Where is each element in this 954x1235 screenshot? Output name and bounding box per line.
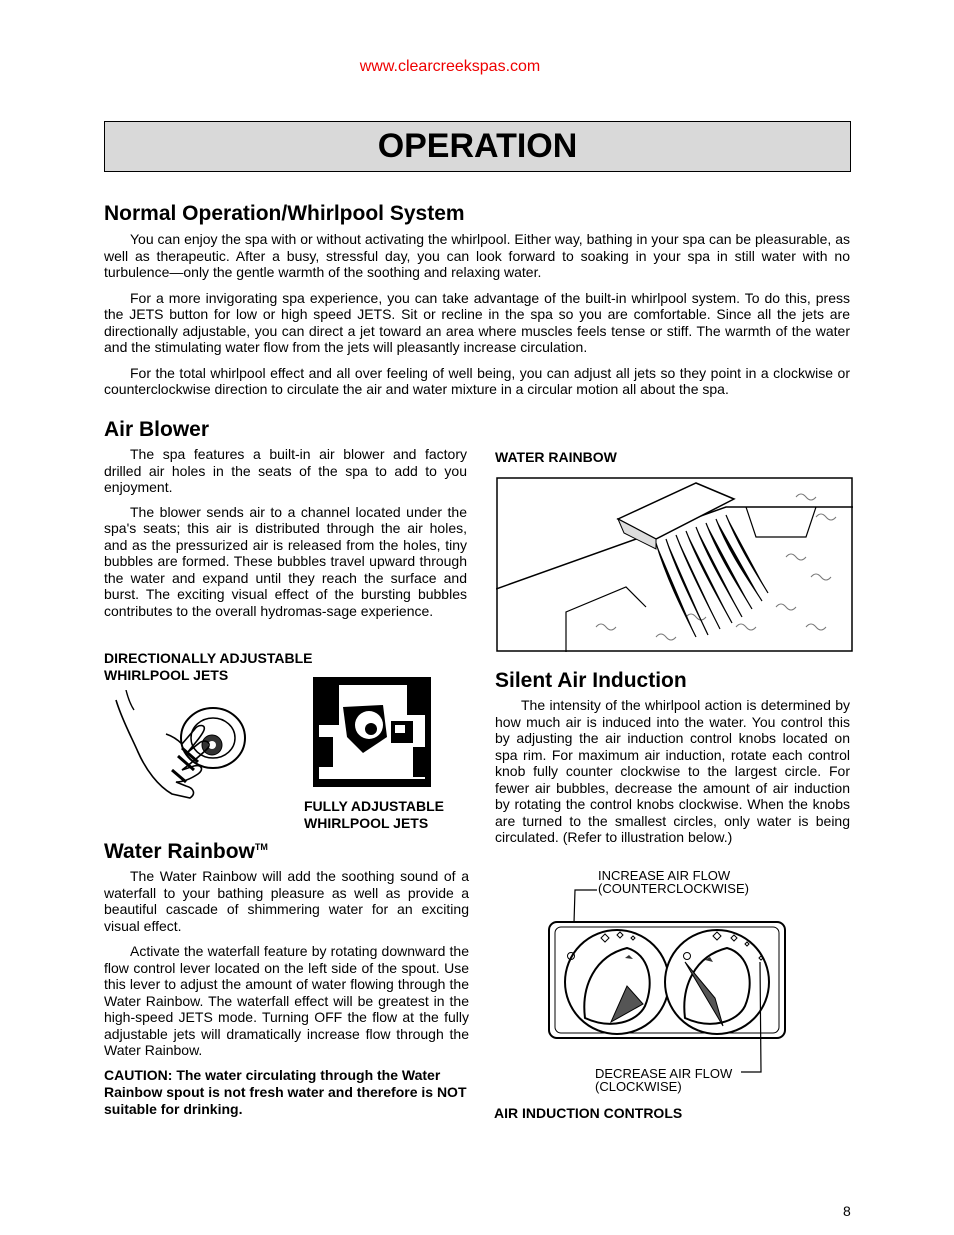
normal-paragraph-2: For a more invigorating spa experience, you can take advantage of the built-in whirlpool system. To do this, press the JETS button for low or high speed JETS. Sit or recline in the spa so you are comfortable. Since all the jets are directionally adjustable, you can direct a jet toward an area where muscles feels tense or stiff. The warmth of the water and the stimulating water flow from the jets will pleasantly increase circulation.	[104, 289, 850, 355]
air-blower-paragraph-1: The spa features a built-in air blower and factory drilled air holes in the seats of the spa to add to you enjoyment.	[104, 446, 467, 495]
hand-adjusting-jet-illustration	[112, 690, 252, 802]
label-decrease-air-flow: DECREASE AIR FLOW (CLOCKWISE)	[595, 1066, 733, 1094]
page-title-banner	[104, 121, 851, 172]
label-increase-air-flow: INCREASE AIR FLOW (COUNTERCLOCKWISE)	[598, 868, 749, 896]
silent-air-paragraph: The intensity of the whirlpool action is determined by how much air is induced into the water. You control this by adjusting the air induction control knobs located on spa rim. For maximum air induction, rotate each control knob fully counter clockwise to the largest circle. For fewer air bubbles, decrease the amount of air induction by rotating the control knobs clockwise. When the knobs are turned to the smallest circles, only water is being circulated. (Refer to illustration below.)	[495, 697, 850, 845]
water-rainbow-paragraph-2: Activate the waterfall feature by rotating downward the flow control lever located on the left side of the spout. Use this lever to adjust the amount of water flowing through the Water Rainbow. The waterfall effect will be greatest in the high-speed JETS mode. Turning OFF the flow at the fully adjustable jets will dramatically increase flow through the Water Rainbow.	[104, 943, 469, 1058]
caption-fully-adjustable-jets: FULLY ADJUSTABLE WHIRLPOOL JETS	[304, 798, 445, 831]
normal-paragraph-1: You can enjoy the spa with or without activating the whirlpool. Either way, bathing in your spa can be pleasurable, as well as therapeutic. After a busy, stressful day, you can look forward to soaking in your spa in still water with no turbulence—only the gentle warmth of the soothing and relaxing water.	[104, 231, 850, 280]
caption-directional-jets: DIRECTIONALLY ADJUSTABLE WHIRLPOOL JETS	[104, 650, 313, 683]
normal-operation-body	[104, 231, 850, 398]
air-induction-controls-illustration	[545, 886, 790, 1076]
air-control-knob-right	[665, 930, 769, 1034]
air-blower-paragraph-2: The blower sends air to a channel located under the spa's seats; this air is distributed through the air holes, and as the pressurized air is released from the holes, tiny bubbles are formed. These bubbles travel upward through the water and expand until they reach the surface and burst. The exciting visual effect of the bursting bubbles contributes to the overall hydromas-sage experience.	[104, 503, 467, 619]
water-rainbow-body	[104, 868, 469, 1118]
page-number: 8	[843, 1203, 851, 1219]
heading-normal-operation: Normal Operation/Whirlpool System	[104, 202, 465, 225]
fully-adjustable-jet-photo	[313, 677, 431, 787]
air-control-knob-left	[565, 930, 669, 1034]
caption-air-induction-controls: AIR INDUCTION CONTROLS	[494, 1105, 683, 1121]
water-rainbow-paragraph-1: The Water Rainbow will add the soothing sound of a waterfall to your bathing pleasure as well as provide a beautiful cascade of shimmering water for an exciting visual effect.	[104, 868, 469, 934]
trademark-symbol: TM	[254, 842, 268, 852]
silent-air-body	[495, 697, 850, 846]
normal-paragraph-3: For the total whirlpool effect and all over feeling of well being, you can adjust all jets so they point in a clockwise or counterclockwise direction to circulate the air and water mixture in a circular motion all about the spa.	[104, 364, 850, 397]
website-url: www.clearcreekspas.com	[359, 58, 541, 75]
water-rainbow-illustration	[496, 477, 853, 652]
caption-water-rainbow: WATER RAINBOW	[495, 449, 617, 465]
heading-air-blower: Air Blower	[104, 418, 210, 441]
caution-note: CAUTION: The water circulating through the Water Rainbow spout is not fresh water and therefore is NOT suitable for drinking.	[104, 1066, 467, 1117]
heading-water-rainbow: Water Rainbow™	[104, 840, 268, 863]
heading-silent-air-induction: Silent Air Induction	[495, 669, 687, 692]
air-blower-body	[104, 446, 467, 619]
page-title: OPERATION	[377, 127, 578, 165]
